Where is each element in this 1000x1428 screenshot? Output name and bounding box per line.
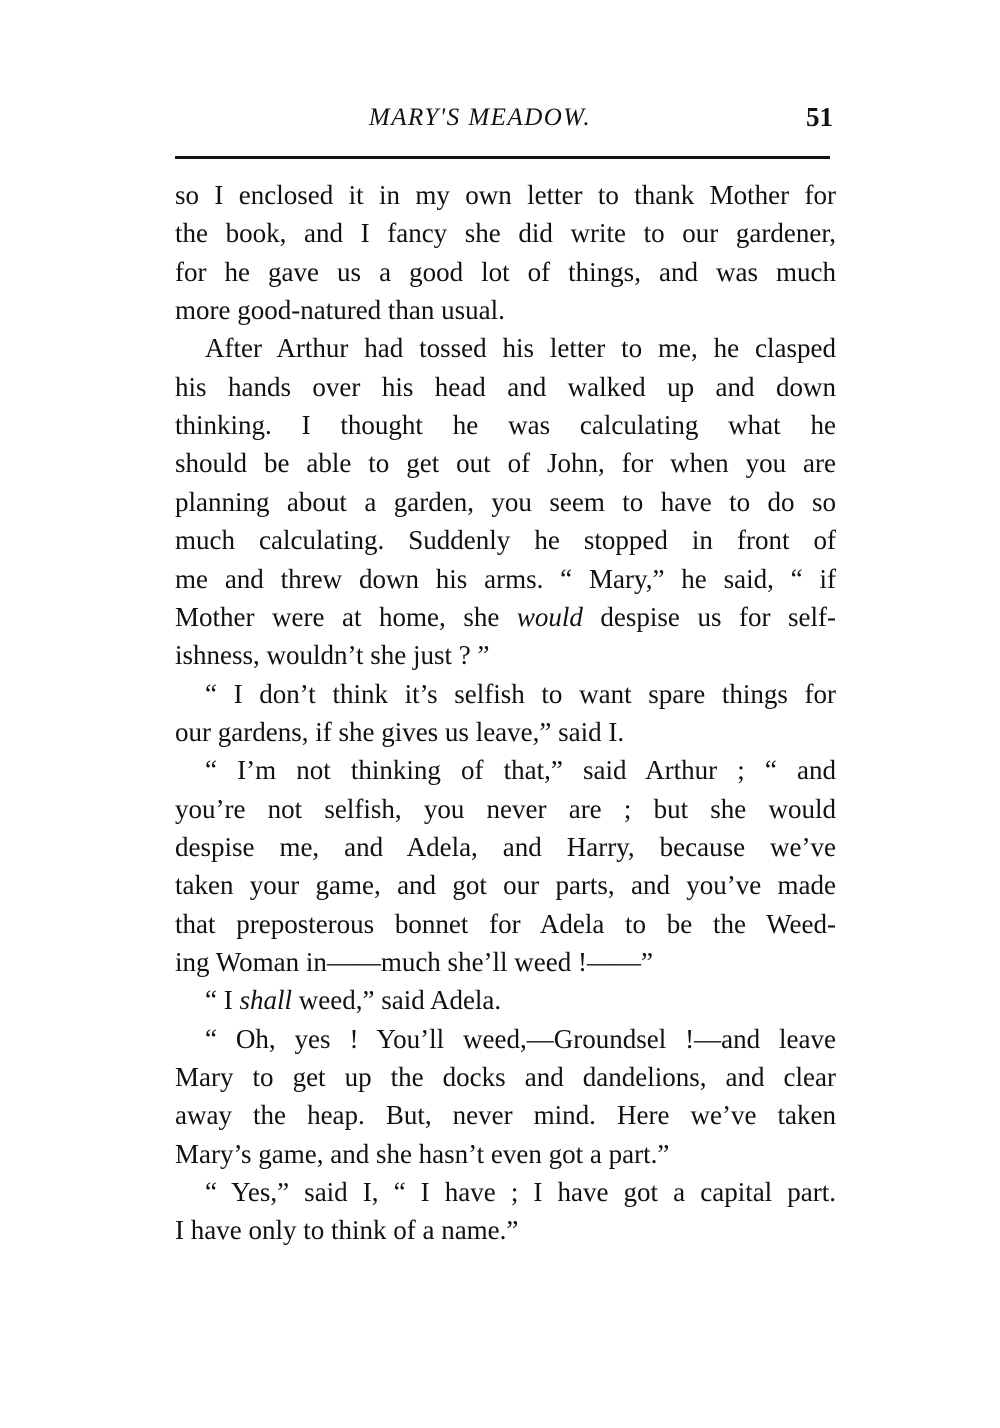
text-segment: despise us for self- [582,601,836,632]
text-line [205,1022,836,1056]
text-line [175,446,836,480]
text-segment: planning about a garden, you seem to have to do so [175,486,836,517]
header-rule [175,156,830,159]
text-segment: his hands over his head and walked up and down [175,371,836,402]
text-segment: “ Yes,” said I, “ I have ; I have got a capital part. [205,1177,836,1208]
text-segment: “ I [205,985,240,1016]
text-line [175,600,836,634]
text-line [175,792,836,826]
text-segment: taken your game, and got our parts, and you’ve made [175,870,836,901]
text-line [175,1137,836,1171]
text-line [175,408,836,442]
text-line [205,1175,836,1209]
text-segment: Mary to get up the docks and dandelions, and clear [175,1062,836,1093]
text-line [175,715,836,749]
text-line [175,1213,836,1247]
text-line [175,638,836,672]
italic-word: would [516,601,583,632]
text-segment: Mother were at home, she [175,601,517,632]
text-segment: ishness, wouldn’t she just ? ” [175,640,490,671]
text-line [175,1098,836,1132]
text-segment: weed,” said Adela. [292,985,502,1016]
text-line [175,485,836,519]
text-line [175,562,836,596]
text-segment: I have only to think of a name.” [175,1215,519,1246]
text-segment: Mary’s game, and she hasn’t even got a part.” [175,1138,670,1169]
text-segment: more good-natured than usual. [175,295,505,326]
text-segment: away the heap. But, never mind. Here we’ve taken [175,1100,836,1131]
text-segment: the book, and I fancy she did write to our gardener, [175,218,836,249]
text-segment: After Arthur had tossed his letter to me, he clasped [205,333,836,364]
text-line [175,178,836,212]
text-line [175,907,836,941]
text-segment: ing Woman in——much she’ll weed !——” [175,947,653,977]
text-segment: you’re not selfish, you never are ; but she would [175,793,836,824]
text-segment: “ I don’t think it’s selfish to want spare things for [205,678,836,709]
text-line [175,293,836,327]
text-segment: should be able to get out of John, for when you are [175,448,836,479]
text-line [175,830,836,864]
text-line [205,983,836,1017]
text-line [175,255,836,289]
text-line [205,677,836,711]
text-line [175,945,836,979]
text-segment: thinking. I thought he was calculating what he [175,410,836,441]
text-line [175,216,836,250]
text-segment: me and threw down his arms. “ Mary,” he said, “ if [175,563,836,594]
text-segment: despise me, and Adela, and Harry, because we’ve [175,831,836,862]
page-number: 51 [806,102,833,132]
italic-word: shall [239,985,292,1016]
text-segment: “ Oh, yes ! You’ll weed,—Groundsel !—and leave [205,1023,836,1054]
text-segment: “ I’m not thinking of that,” said Arthur ; “ and [205,755,836,786]
text-segment: for he gave us a good lot of things, and was much [175,256,836,287]
text-segment: much calculating. Suddenly he stopped in front of [175,525,836,556]
text-line [175,370,836,404]
text-line [175,523,836,557]
text-line [205,753,836,787]
text-line [175,868,836,902]
text-segment: so I enclosed it in my own letter to thank Mother for [175,180,836,210]
text-line [175,1060,836,1094]
text-line [205,331,836,365]
running-head: MARY'S MEADOW. [368,104,592,131]
text-segment: that preposterous bonnet for Adela to be the Weed- [175,908,836,939]
text-segment: our gardens, if she gives us leave,” said I. [175,716,625,747]
